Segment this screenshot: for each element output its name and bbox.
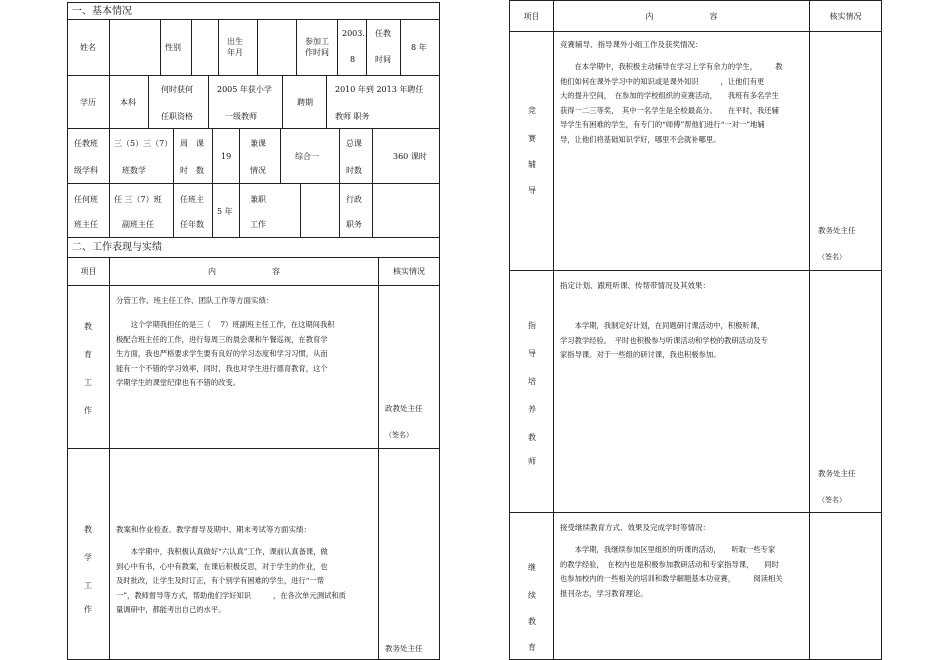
- cell-qual-label: [148, 75, 209, 129]
- hire-value-2: 教师 职务: [335, 112, 370, 121]
- teach-work-line: 本学期中，我积极认真做好“六认真”工作，课前认真备课，做: [116, 547, 328, 556]
- cell-hire-value: [326, 75, 440, 129]
- cell-qual-value: [208, 75, 283, 129]
- guide-verify-cell: [809, 270, 882, 513]
- cell-tenure-value: [400, 19, 440, 76]
- contest-line: 导学生有困难的学生，有专门的“师傅”帮他们进行“一对一”地辅: [560, 120, 765, 129]
- col-verify-label: 核实情况: [393, 267, 425, 276]
- teach-work-signer: 教务处主任: [385, 644, 423, 653]
- contest-signature-note: （签名）: [818, 253, 846, 261]
- further-line: 报刊杂志，学习教育理论。: [560, 588, 648, 598]
- edu-work-verify-cell: [378, 285, 440, 449]
- teach-work-verify-cell: [378, 448, 440, 660]
- admin-label-1: 行政: [346, 195, 362, 204]
- parttime-value: 综合一: [295, 152, 319, 161]
- hire-label: 聘期: [297, 98, 313, 107]
- guide-item-char: 教: [528, 433, 536, 442]
- total-label-1: 总课: [346, 139, 362, 148]
- edu-work-item-char: 育: [84, 350, 92, 359]
- class-value-2: 副班主任: [122, 220, 154, 229]
- col-header-verify: [809, 0, 882, 32]
- contest-item-cell: [509, 31, 554, 271]
- further-line: 也参加校内的一些相关的培训和数学解题基本功竞赛， 阅读相关: [560, 574, 783, 583]
- section-basic-title: 一、基本情况: [72, 6, 132, 17]
- subject-label-2: 级学科: [74, 166, 98, 175]
- guide-item-char: 导: [528, 349, 536, 358]
- guide-item-char: 培: [528, 377, 536, 386]
- further-line: 本学期，我继续参加区里组织的听课的活动， 听取一些专家: [560, 545, 776, 554]
- edu-work-line: 生方面，我也严格要求学生要有良好的学习态度和学习习惯，从而: [116, 349, 328, 358]
- birth-label-1: 出生: [227, 37, 243, 46]
- edu-work-item-char: 作: [84, 406, 92, 415]
- birth-label-2: 年月: [227, 48, 243, 57]
- contest-item-char: 导: [528, 186, 536, 195]
- further-item-cell: [509, 512, 554, 660]
- duty-label-1: 兼职: [250, 195, 266, 204]
- teach-work-line: 一”，教师督导等方式，帮助他们学好知识 ，在各次单元测试和质: [116, 590, 346, 600]
- edu-work-signer: 政教处主任: [385, 404, 423, 413]
- weekly-value: 19: [221, 152, 232, 161]
- contest-item-char: 辅: [528, 160, 536, 169]
- teach-work-line: 到心中有书，心中有教案，在课后积极反思，对于学生的作业，也: [116, 561, 328, 571]
- cell-edu-label: [67, 75, 110, 129]
- further-item-char: 续: [528, 591, 536, 600]
- contest-line: 他们如何在课外学习中的知识或是课外知识 ，让他们有更: [560, 76, 765, 86]
- guide-item-char: 指: [528, 321, 536, 330]
- cell-name-value: [109, 19, 161, 76]
- cell-parttime-value: [280, 128, 340, 184]
- teach-work-item-cell: [67, 448, 110, 660]
- total-label-2: 时数: [346, 166, 362, 175]
- joinwork-value-1: 2003.: [342, 29, 365, 38]
- cell-admin-label: [339, 183, 373, 238]
- subject-value-1: 三（5）三（7）: [114, 139, 173, 148]
- years-label-2: 任年数: [180, 220, 204, 229]
- cell-tenure-label: [366, 19, 401, 76]
- cell-total-label: [339, 128, 373, 184]
- contest-heading: 竞赛辅导、指导课外小组工作及获奖情况：: [560, 40, 703, 49]
- cell-name-label: [67, 19, 110, 76]
- cell-joinwork-label: [296, 19, 338, 76]
- parttime-label-1: 兼课: [250, 139, 266, 148]
- admin-label-2: 职务: [346, 220, 362, 229]
- contest-item-char: 赛: [528, 134, 536, 143]
- qual-value-1: 2005 年获小学: [217, 85, 272, 94]
- edu-work-line: 这个学期我担任的是三（ 7）班副班主任工作，在这期间我积: [116, 320, 335, 329]
- cell-gender-value: [191, 19, 219, 76]
- section-work-title: 二、工作表现与实绩: [72, 242, 162, 253]
- joinwork-label-2: 作时间: [305, 48, 329, 57]
- section-basic-header: [67, 2, 440, 20]
- guide-heading: 指定计划、跟班听课、传帮带情况及其效果：: [560, 281, 710, 290]
- contest-line: 大的提升空间， 在参加的学校组织的竞赛活动， 我班有多名学生: [560, 91, 779, 100]
- further-verify-cell: [809, 512, 882, 660]
- class-value-1: 任 三（7）班: [114, 195, 162, 204]
- teach-work-line: 量调研中，都能考出自己的水平。: [116, 605, 226, 614]
- col-header-content: [109, 257, 379, 286]
- edu-work-item-char: 工: [84, 378, 92, 387]
- cell-edu-value: [109, 75, 149, 129]
- tenure-label-2: 时间: [375, 55, 391, 64]
- contest-verify-cell: [809, 31, 882, 271]
- cell-years-value: [212, 183, 240, 238]
- col-header-item: [509, 0, 554, 32]
- tenure-value: 8 年: [411, 43, 427, 52]
- subject-value-2: 班数学: [122, 166, 146, 175]
- further-item-char: 继: [528, 563, 536, 572]
- edu-label: 学历: [80, 98, 96, 107]
- cell-class-value: [109, 183, 174, 238]
- tenure-label-1: 任教: [375, 29, 391, 38]
- years-value: 5 年: [217, 207, 233, 216]
- teach-work-line: 及时批改，让学生及时订正，有个别学有困难的学生，进行“一帮: [116, 576, 325, 585]
- hire-value-1: 2010 年到 2013 年聘任: [335, 85, 424, 94]
- cell-gender-label: [160, 19, 192, 76]
- form-page-right: [509, 0, 882, 658]
- col-content-label: 内 容: [645, 12, 718, 21]
- teach-work-item-char: 学: [84, 553, 92, 562]
- further-item-char: 育: [528, 643, 536, 652]
- cell-admin-value: [372, 183, 440, 238]
- cell-years-label: [173, 183, 213, 238]
- edu-work-item-cell: [67, 285, 110, 449]
- contest-content-cell: [553, 31, 810, 271]
- cell-total-value: [372, 128, 440, 184]
- years-label-1: 任班主: [180, 195, 204, 204]
- cell-joinwork-value: [337, 19, 367, 76]
- edu-work-line: 能有一个不错的学习效率，同时，我也对学生进行德育教育，这个: [116, 363, 328, 373]
- further-item-char: 教: [528, 617, 536, 626]
- guide-item-char: 养: [528, 405, 536, 414]
- col-content-label: 内 容: [208, 267, 280, 276]
- further-heading: 接受继续教育方式、效果及完成学时等情况：: [560, 523, 710, 532]
- joinwork-label-1: 参加工: [305, 37, 329, 46]
- cell-duty-label: [239, 183, 301, 238]
- col-header-item: [67, 257, 110, 286]
- edu-work-item-char: 教: [84, 322, 92, 331]
- contest-line: 导，让他们将基础知识学好，哪里不会就补哪里。: [560, 134, 721, 144]
- col-header-verify: [378, 257, 440, 286]
- cell-subject-value: [109, 128, 174, 184]
- further-content-cell: [553, 512, 810, 660]
- duty-label-2: 工作: [250, 220, 266, 229]
- qual-label-2: 任职资格: [161, 112, 193, 121]
- teach-work-item-char: 作: [84, 605, 92, 614]
- contest-signer: 教务处主任: [818, 226, 856, 235]
- name-label: 姓名: [80, 43, 96, 52]
- subject-label-1: 任教班: [74, 139, 98, 148]
- parttime-label-2: 情况: [250, 166, 266, 175]
- cell-class-label: [67, 183, 110, 238]
- col-verify-label: 核实情况: [829, 12, 862, 21]
- cell-hire-label: [282, 75, 327, 129]
- cell-subject-label: [67, 128, 110, 184]
- guide-signer: 教务处主任: [818, 469, 856, 478]
- edu-work-line: 极配合班主任的工作，进行每周三的晨会课和午餐巡视，在教育学: [116, 334, 328, 344]
- section-work-header: [67, 237, 440, 258]
- guide-signature-note: （签名）: [818, 496, 846, 504]
- cell-birth-value: [257, 19, 297, 76]
- cell-weekly-label: [173, 128, 213, 184]
- teach-work-item-char: 教: [84, 525, 92, 534]
- cell-weekly-value: [212, 128, 240, 184]
- cell-duty-value: [300, 183, 340, 238]
- col-item-label: 项目: [80, 267, 97, 276]
- qual-label-1: 何时获何: [161, 85, 193, 94]
- class-label-2: 班主任: [74, 220, 98, 229]
- teach-work-content-cell: [109, 448, 379, 660]
- teach-work-heading: 教案和作业检查、教学督导及期中、期末考试等方面实绩：: [116, 525, 311, 534]
- edu-work-line: 学期学生的课堂纪律也有不错的改变。: [116, 378, 241, 387]
- qual-value-2: 一级教师: [225, 112, 257, 121]
- guide-item-char: 师: [528, 457, 536, 466]
- class-label-1: 任何班: [74, 195, 98, 204]
- form-page-left: [67, 0, 440, 658]
- weekly-label-1: 周 课: [180, 139, 204, 148]
- guide-line: 本学期，我制定好计划，在同题研讨课活动中，积极听课，: [560, 321, 765, 330]
- joinwork-value-2: 8: [350, 55, 356, 64]
- edu-work-heading: 分管工作、班主任工作、团队工作等方面实绩：: [116, 296, 274, 305]
- edu-value: 本科: [120, 98, 136, 107]
- weekly-label-2: 时 数: [180, 166, 204, 175]
- total-value: 360 课时: [393, 152, 427, 161]
- further-line: 的教学经验， 在校内也是积极参加教研活动和专家指导课， 同时: [560, 559, 779, 569]
- contest-line: 在本学期中，我积极主动辅导在学习上学有余力的学生， 教: [560, 62, 783, 71]
- cell-birth-label: [218, 19, 258, 76]
- guide-line: 学习教学经验。 平时也积极参与听课活动和学校的教研活动及专: [560, 335, 768, 345]
- col-item-label: 项目: [523, 12, 540, 21]
- contest-line: 获得一二三等奖， 其中一名学生是全校最高分。 在平时，我还辅: [560, 105, 779, 115]
- edu-work-signature-note: （签名）: [385, 431, 413, 439]
- guide-item-cell: [509, 270, 554, 513]
- guide-content-cell: [553, 270, 810, 513]
- guide-line: 家指导课。对于一些组的研讨课，我也积极参加。: [560, 350, 721, 359]
- contest-item-char: 竞: [528, 106, 536, 115]
- gender-label: 性别: [165, 43, 181, 52]
- edu-work-content-cell: [109, 285, 379, 449]
- teach-work-item-char: 工: [84, 581, 92, 590]
- cell-parttime-label: [239, 128, 281, 184]
- col-header-content: [553, 0, 810, 32]
